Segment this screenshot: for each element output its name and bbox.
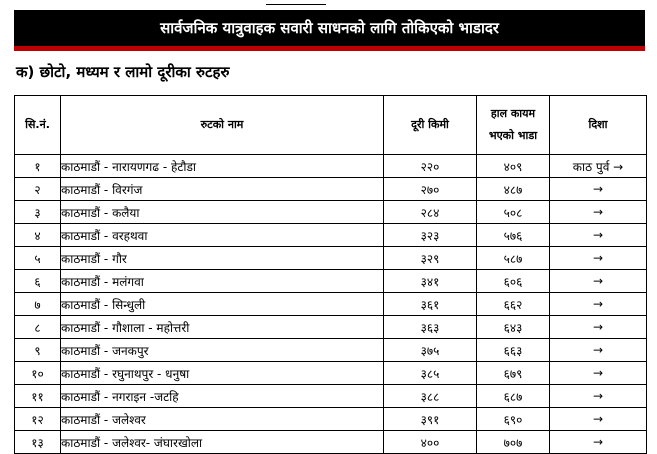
distance-cell: ३९१: [384, 408, 477, 431]
fare-cell: ६६३: [477, 339, 550, 362]
table-row: [15, 155, 647, 178]
route-cell: काठमाडौं - जलेश्वर: [61, 408, 384, 431]
table-row: [15, 408, 647, 431]
direction-cell: →: [550, 408, 647, 431]
header-fare-line2: भएको भाडा: [488, 129, 538, 142]
serial-cell: १३: [15, 431, 61, 454]
route-cell: काठमाडौं - जनकपुर: [61, 339, 384, 362]
header-route: रुटको नाम: [61, 96, 384, 155]
direction-cell: →: [550, 201, 647, 224]
fare-cell: ४०९: [477, 155, 550, 178]
direction-cell: →: [550, 224, 647, 247]
route-cell: काठमाडौं - वरहथवा: [61, 224, 384, 247]
route-cell: काठमाडौं - मलंगवा: [61, 270, 384, 293]
direction-cell: →: [550, 431, 647, 454]
distance-cell: ३८८: [384, 385, 477, 408]
fare-cell: ४८७: [477, 178, 550, 201]
fare-cell: ५८७: [477, 247, 550, 270]
fare-table: [14, 95, 647, 454]
table-row: [15, 431, 647, 454]
serial-cell: १२: [15, 408, 61, 431]
route-cell: काठमाडौं - जलेश्वर- जंघारखोला: [61, 431, 384, 454]
distance-cell: ३६१: [384, 293, 477, 316]
table-row: [15, 316, 647, 339]
direction-cell: काठ पुर्व →: [550, 155, 647, 178]
route-cell: काठमाडौं - कलैया: [61, 201, 384, 224]
route-cell: काठमाडौं - नारायणगढ - हेटौडा: [61, 155, 384, 178]
header-distance: दूरी किमी: [384, 96, 477, 155]
header-direction: दिशा: [550, 96, 647, 155]
direction-cell: →: [550, 270, 647, 293]
distance-cell: ३६३: [384, 316, 477, 339]
route-cell: काठमाडौं - विरगंज: [61, 178, 384, 201]
header-fare-line1: हाल कायम: [490, 107, 536, 120]
table-row: [15, 362, 647, 385]
serial-cell: ९: [15, 339, 61, 362]
title-banner: [14, 10, 645, 51]
direction-cell: →: [550, 316, 647, 339]
table-row: [15, 293, 647, 316]
fare-cell: ६४३: [477, 316, 550, 339]
fare-cell: ६९०: [477, 408, 550, 431]
direction-cell: →: [550, 339, 647, 362]
distance-cell: ४००: [384, 431, 477, 454]
fare-cell: ६६२: [477, 293, 550, 316]
page-title: सार्वजनिक यात्रुवाहक सवारी साधनको लागि तोकिएको भाडादर: [160, 19, 499, 37]
fare-cell: ६७९: [477, 362, 550, 385]
distance-cell: २२०: [384, 155, 477, 178]
direction-cell: →: [550, 247, 647, 270]
top-rule: [266, 0, 326, 5]
serial-cell: ११: [15, 385, 61, 408]
serial-cell: १: [15, 155, 61, 178]
route-cell: काठमाडौं - गौर: [61, 247, 384, 270]
direction-cell: →: [550, 362, 647, 385]
fare-cell: ७०७: [477, 431, 550, 454]
table-row: [15, 247, 647, 270]
distance-cell: ३४१: [384, 270, 477, 293]
distance-cell: ३७५: [384, 339, 477, 362]
route-cell: काठमाडौं - नगराइन -जटहि: [61, 385, 384, 408]
table-header-row: [15, 96, 647, 155]
direction-cell: →: [550, 178, 647, 201]
direction-cell: →: [550, 293, 647, 316]
section-heading: क) छोटो, मध्यम र लामो दूरीका रुटहरु: [16, 63, 230, 81]
fare-cell: ५०८: [477, 201, 550, 224]
distance-cell: ३२९: [384, 247, 477, 270]
table-row: [15, 224, 647, 247]
fare-cell: ६०६: [477, 270, 550, 293]
fare-cell: ६८७: [477, 385, 550, 408]
serial-cell: ७: [15, 293, 61, 316]
direction-cell: →: [550, 385, 647, 408]
distance-cell: २८४: [384, 201, 477, 224]
header-serial: सि.नं.: [15, 96, 61, 155]
serial-cell: १०: [15, 362, 61, 385]
route-cell: काठमाडौं - रघुनाथपुर - धनुषा: [61, 362, 384, 385]
distance-cell: २७०: [384, 178, 477, 201]
table-row: [15, 178, 647, 201]
table-row: [15, 339, 647, 362]
serial-cell: ५: [15, 247, 61, 270]
route-cell: काठमाडौं - सिन्धुली: [61, 293, 384, 316]
table-row: [15, 270, 647, 293]
fare-cell: ५७६: [477, 224, 550, 247]
distance-cell: ३८५: [384, 362, 477, 385]
table-row: [15, 201, 647, 224]
header-fare: [477, 96, 550, 155]
distance-cell: ३२३: [384, 224, 477, 247]
serial-cell: २: [15, 178, 61, 201]
serial-cell: ३: [15, 201, 61, 224]
serial-cell: ८: [15, 316, 61, 339]
serial-cell: ४: [15, 224, 61, 247]
table-row: [15, 385, 647, 408]
route-cell: काठमाडौं - गौशाला - महोत्तरी: [61, 316, 384, 339]
serial-cell: ६: [15, 270, 61, 293]
